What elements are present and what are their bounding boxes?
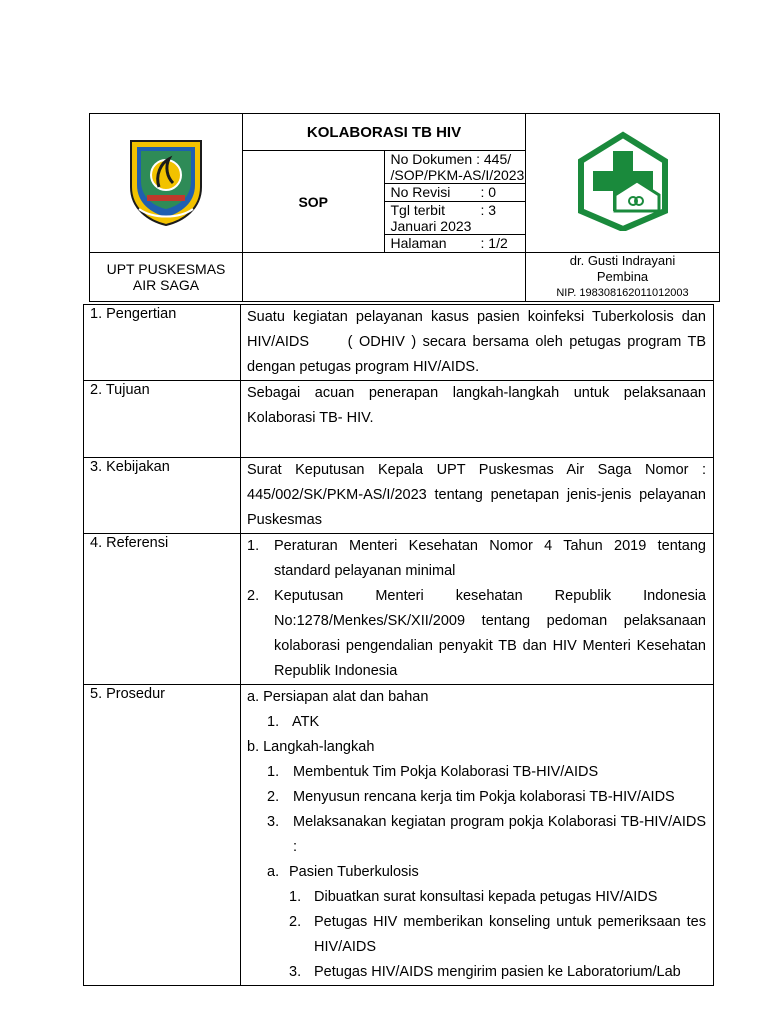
table-row xyxy=(84,305,714,381)
org-line-1: UPT PUSKESMAS xyxy=(106,261,226,277)
signer-block xyxy=(526,253,720,302)
list-number: 1. xyxy=(289,889,302,905)
issue-date-label: Tgl terbit xyxy=(390,202,445,218)
list-number: 2. xyxy=(247,588,260,604)
sop-content-table xyxy=(83,304,714,986)
list-number: a. xyxy=(267,864,280,880)
sop-label: SOP xyxy=(243,151,385,253)
issue-date-row xyxy=(385,202,526,235)
section-label-referensi: 4. Referensi xyxy=(84,534,241,685)
table-row xyxy=(84,534,714,685)
puskesmas-logo-icon xyxy=(575,131,671,231)
list-text: Melaksanakan kegiatan program pokja Kolaborasi TB-HIV/AIDS : xyxy=(293,814,706,855)
puskesmas-logo-cell xyxy=(526,114,720,253)
list-item xyxy=(247,810,706,860)
list-text: Menyusun rencana kerja tim Pokja kolaborasi TB-HIV/AIDS xyxy=(293,789,675,805)
revision-row xyxy=(385,184,526,202)
referensi-list xyxy=(241,534,714,685)
doc-number-value: /SOP/PKM-AS/I/2023 xyxy=(390,167,525,183)
signer-nip: NIP. 198308162011012003 xyxy=(556,287,689,299)
blank-signature-cell xyxy=(243,253,526,302)
list-text: Keputusan Menteri kesehatan Republik Indonesia No:1278/Menkes/SK/XII/2009 tentang pedoman pelaksanaan kolaborasi pengendalian penyakit TB dan HIV Menteri Kesehatan Republik Indonesia xyxy=(274,588,706,679)
list-item xyxy=(247,710,706,735)
list-item xyxy=(247,534,706,584)
page-value: : 1/2 xyxy=(480,235,508,251)
list-text: ATK xyxy=(292,714,320,730)
sub-heading: Pasien Tuberkulosis xyxy=(289,864,419,880)
document-meta xyxy=(385,151,526,252)
revision-value: : 0 xyxy=(480,184,497,200)
list-item xyxy=(247,785,706,810)
list-text: Dibuatkan surat konsultasi kepada petugas HIV/AIDS xyxy=(314,889,658,905)
kebijakan-text: Surat Keputusan Kepala UPT Puskesmas Air Saga Nomor : 445/002/SK/PKM-AS/I/2023 tentang penetapan jenis-jenis pelayanan Puskesmas xyxy=(241,458,714,534)
regency-crest-cell xyxy=(90,114,243,253)
page-label: Halaman xyxy=(390,235,447,251)
list-item xyxy=(247,860,706,885)
list-item xyxy=(247,584,706,684)
document-title: KOLABORASI TB HIV xyxy=(243,114,526,151)
list-item xyxy=(247,910,706,960)
list-item xyxy=(247,760,706,785)
doc-number-label: No Dokumen : 445/ xyxy=(390,151,512,167)
page-row xyxy=(385,235,526,253)
document-meta-cell xyxy=(384,151,526,253)
section-label-pengertian: 1. Pengertian xyxy=(84,305,241,381)
list-number: 3. xyxy=(289,964,302,980)
list-number: 2. xyxy=(289,914,302,930)
organization-name xyxy=(90,253,243,302)
table-row xyxy=(84,381,714,458)
list-text: Peraturan Menteri Kesehatan Nomor 4 Tahun 2019 tentang standard pelayanan minimal xyxy=(274,538,706,579)
revision-label: No Revisi xyxy=(390,184,451,200)
section-label-tujuan: 2. Tujuan xyxy=(84,381,241,458)
issue-date-value: : 3 Januari 2023 xyxy=(390,202,497,234)
regency-crest-icon xyxy=(125,135,207,227)
list-number: 1. xyxy=(267,764,280,780)
pengertian-text: Suatu kegiatan pelayanan kasus pasien koinfeksi Tuberkolosis dan HIV/AIDS ( ODHIV ) secara bersama oleh petugas program TB dengan petugas program HIV/AIDS. xyxy=(241,305,714,381)
list-text: Petugas HIV memberikan konseling untuk pemeriksaan tes HIV/AIDS xyxy=(314,914,706,955)
list-number: 3. xyxy=(267,814,280,830)
org-line-2: AIR SAGA xyxy=(132,277,200,293)
section-label-prosedur: 5. Prosedur xyxy=(84,685,241,986)
prosedur-a-heading: a. Persiapan alat dan bahan xyxy=(247,689,429,705)
list-text: Membentuk Tim Pokja Kolaborasi TB-HIV/AIDS xyxy=(293,764,599,780)
list-number: 1. xyxy=(247,538,260,554)
list-number: 1. xyxy=(267,714,280,730)
prosedur-b-heading: b. Langkah-langkah xyxy=(247,739,375,755)
list-item xyxy=(247,885,706,910)
list-number: 2. xyxy=(267,789,280,805)
signer-rank: Pembina xyxy=(596,269,649,284)
signer-name: dr. Gusti Indrayani xyxy=(569,253,676,268)
prosedur-content xyxy=(241,685,714,986)
list-text: Petugas HIV/AIDS mengirim pasien ke Laboratorium/Lab xyxy=(314,964,681,980)
tujuan-text: Sebagai acuan penerapan langkah-langkah untuk pelaksanaan Kolaborasi TB- HIV. xyxy=(241,381,714,458)
table-row xyxy=(84,458,714,534)
sop-header xyxy=(89,113,720,302)
table-row xyxy=(84,685,714,986)
list-item xyxy=(247,960,706,985)
doc-number xyxy=(385,151,526,184)
section-label-kebijakan: 3. Kebijakan xyxy=(84,458,241,534)
